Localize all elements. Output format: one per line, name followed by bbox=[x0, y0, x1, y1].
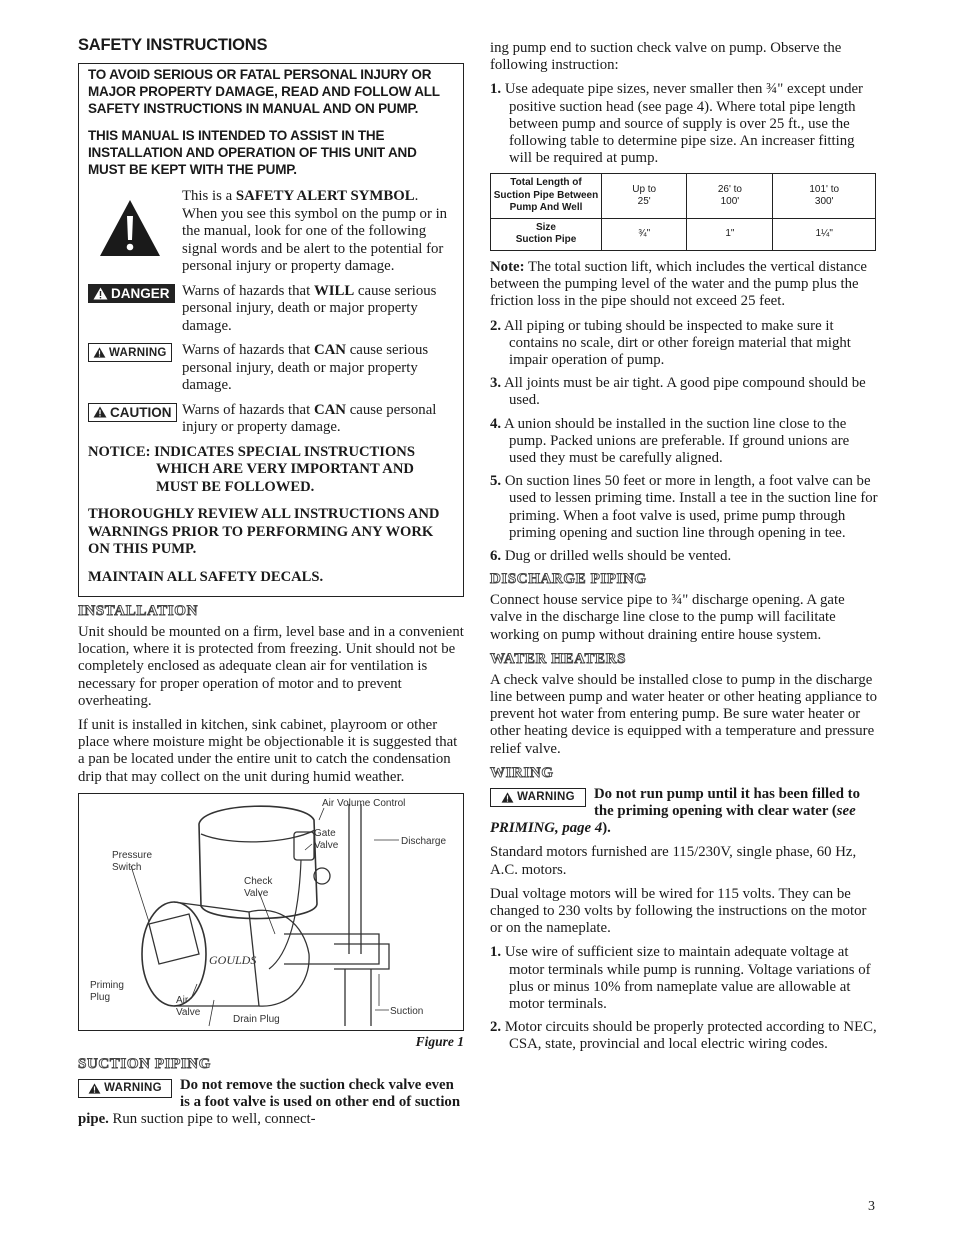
maintain-text: MAINTAIN ALL SAFETY DECALS. bbox=[88, 568, 324, 585]
safety-box-para1: TO AVOID SERIOUS OR FATAL PERSONAL INJURY OR MAJOR PROPERTY DAMAGE, READ AND FOLLOW ALL SAFETY INSTRUCTIONS IN MANUAL AND ON PUMP. bbox=[88, 67, 440, 116]
safety-title: SAFETY INSTRUCTIONS bbox=[78, 36, 268, 54]
pump-illustration bbox=[79, 794, 463, 1028]
danger-row bbox=[88, 283, 455, 336]
wiring-warning: WARNING Do not run pump until it has been filled to the priming opening with clear water (see PRIMING, page 4). bbox=[490, 785, 860, 837]
table-cell: 26' to 100' bbox=[687, 174, 773, 219]
safety-alert-icon bbox=[98, 198, 162, 258]
wiring-steps-list bbox=[490, 944, 878, 1053]
pipe-size-table bbox=[490, 173, 876, 251]
safety-box-para2: THIS MANUAL IS INTENDED TO ASSIST IN THE INSTALLATION AND OPERATION OF THIS UNIT AND MUST BE KEPT WITH THE PUMP. bbox=[88, 128, 417, 177]
label-air-valve: Air Valve bbox=[176, 994, 201, 1018]
label-discharge: Discharge bbox=[401, 835, 447, 847]
list-item: 2. Motor circuits should be properly protected according to NEC, CSA, state, provincial and local electric wiring codes. bbox=[490, 1019, 877, 1053]
wiring-para1: Standard motors furnished are 115/230V, single phase, 60 Hz, A.C. motors. bbox=[490, 844, 857, 878]
table-cell: ¾" bbox=[602, 218, 687, 250]
warning-triangle-icon bbox=[501, 792, 514, 803]
discharge-text: Connect house service pipe to ¾" discharge opening. A gate valve in the discharge line close to the pump will facilitate working on pump without draining entire house system. bbox=[490, 592, 845, 643]
list-item: 1. Use adequate pipe sizes, never smaller then ¾" except under positive suction head (see page 4). Where total pipe length between pump and source of supply is over 25 ft., use the following table to determine pipe size. An increaser fitting will be required at pump. bbox=[490, 81, 863, 167]
table-row bbox=[491, 218, 876, 250]
label-gate-valve: Gate Valve bbox=[314, 827, 339, 851]
table-row bbox=[491, 174, 876, 219]
warning-badge: WARNING bbox=[88, 343, 172, 362]
table-cell: 1" bbox=[687, 218, 773, 250]
label-pressure-switch: Pressure Switch bbox=[112, 849, 153, 873]
warning-triangle-icon bbox=[93, 406, 107, 418]
danger-text: Warns of hazards that WILL cause serious personal injury, death or major property damage. bbox=[182, 282, 437, 334]
right-column bbox=[490, 40, 878, 1060]
label-drain-plug: Drain Plug bbox=[233, 1013, 280, 1025]
suction-piping-heading: SUCTION PIPING bbox=[78, 1055, 211, 1072]
label-air-volume-control: Air Volume Control bbox=[322, 797, 406, 809]
wiring-para2: Dual voltage motors will be wired for 115 volts. They can be changed to 230 volts by following the instructions on the motor or on the nameplate. bbox=[490, 885, 867, 937]
list-item: 6. Dug or drilled wells should be vented. bbox=[490, 547, 732, 564]
suction-steps-list bbox=[490, 81, 878, 167]
warning-triangle-icon bbox=[88, 1083, 101, 1094]
water-heaters-heading: WATER HEATERS bbox=[490, 650, 627, 667]
alert-symbol-text: This is a SAFETY ALERT SYMBOL. When you see this symbol on the pump or in the manual, look for one of the following signal words and be alert to the potential for personal injury or property damage. bbox=[182, 188, 448, 274]
discharge-piping-heading: DISCHARGE PIPING bbox=[490, 571, 647, 588]
table-header-size: Size Suction Pipe bbox=[491, 218, 602, 250]
svg-text:GOULDS: GOULDS bbox=[209, 952, 257, 967]
suction-steps-list-cont bbox=[490, 318, 878, 566]
list-item: 3. All joints must be air tight. A good pipe compound should be used. bbox=[490, 375, 866, 409]
safety-box bbox=[78, 63, 464, 597]
label-priming-plug: Priming Plug bbox=[90, 979, 124, 1003]
warning-text: Warns of hazards that CAN cause serious personal injury, death or major property damage. bbox=[182, 342, 429, 393]
wiring-heading: WIRING bbox=[490, 764, 554, 781]
list-item: 1. Use wire of sufficient size to maintain adequate voltage at motor terminals while pump is running. Voltage variations of plus or minus 10% from nameplate value are allowable at motor terminals. bbox=[490, 944, 871, 1013]
warning-triangle-icon bbox=[93, 347, 106, 358]
water-heaters-text: A check valve should be installed close to pump in the discharge line between pump and water heater or other heating appliance to prevent hot water from entering pump. Be sure water heater or other heating device is equipped with a temperature and pressure relief valve. bbox=[490, 671, 878, 757]
list-item: 4. A union should be installed in the suction line close to the pump. Packed unions are preferable. If ground unions are used they must be carefully aligned. bbox=[490, 415, 850, 466]
warning-row bbox=[88, 342, 455, 395]
label-suction: Suction bbox=[390, 1005, 424, 1017]
review-text: THOROUGHLY REVIEW ALL INSTRUCTIONS AND WARNINGS PRIOR TO PERFORMING ANY WORK ON THIS PUMP. bbox=[88, 506, 440, 557]
label-check-valve: Check Valve bbox=[244, 875, 273, 899]
left-column bbox=[78, 36, 464, 1128]
installation-heading: INSTALLATION bbox=[78, 603, 199, 619]
figure-caption: Figure 1 bbox=[415, 1033, 464, 1049]
suction-continued-text: ing pump end to suction check valve on pump. Observe the following instruction: bbox=[490, 40, 842, 74]
pump-figure bbox=[78, 793, 464, 1031]
installation-para2: If unit is installed in kitchen, sink cabinet, playroom or other place where moisture might be objectionable it is suggested that a pan be located under the entire unit to catch the condensation drip that may collect on the unit during humid weather. bbox=[78, 717, 458, 785]
page-number: 3 bbox=[868, 1199, 875, 1214]
suction-warning-badge: WARNING bbox=[78, 1079, 172, 1098]
notice-text: NOTICE: INDICATES SPECIAL INSTRUCTIONS WHICH ARE VERY IMPORTANT AND MUST BE FOLLOWED. bbox=[88, 443, 415, 495]
table-header-length: Total Length of Suction Pipe Between Pump And Well bbox=[491, 174, 602, 219]
warning-triangle-icon bbox=[93, 287, 108, 300]
note-text: Note: The total suction lift, which includes the vertical distance between the pumping level of the water and the pump plus the friction loss in the pipe should not exceed 25 feet. bbox=[490, 258, 867, 310]
list-item: 2. All piping or tubing should be inspected to make sure it contains no scale, dirt or other foreign material that might impair operation of pump. bbox=[490, 317, 851, 368]
list-item: 5. On suction lines 50 feet or more in length, a foot valve can be used to lessen priming time. Install a tee in the suction line for priming. When a foot valve is used, prime pump through priming opening and suction line through opening in tee. bbox=[490, 473, 878, 541]
caution-row bbox=[88, 402, 455, 437]
table-cell: Up to 25' bbox=[602, 174, 687, 219]
caution-text: Warns of hazards that CAN cause personal injury or property damage. bbox=[182, 401, 437, 435]
installation-para1: Unit should be mounted on a firm, level base and in a convenient location, where it is protected from freezing. Unit should not be completely enclosed as adequate clean air for ventilation is necessary for proper operation of motor and to prevent overheating. bbox=[78, 624, 464, 709]
table-cell: 1¼" bbox=[773, 218, 876, 250]
table-cell: 101' to 300' bbox=[773, 174, 876, 219]
wiring-warning-badge: WARNING bbox=[490, 788, 586, 807]
caution-badge: CAUTION bbox=[88, 403, 177, 422]
danger-badge: DANGER bbox=[88, 284, 175, 303]
alert-symbol-row bbox=[88, 188, 455, 276]
suction-warning: WARNING Do not remove the suction check valve even is a foot valve is used on other end of suction pipe. Run suction pipe to well, connect- bbox=[78, 1076, 461, 1128]
